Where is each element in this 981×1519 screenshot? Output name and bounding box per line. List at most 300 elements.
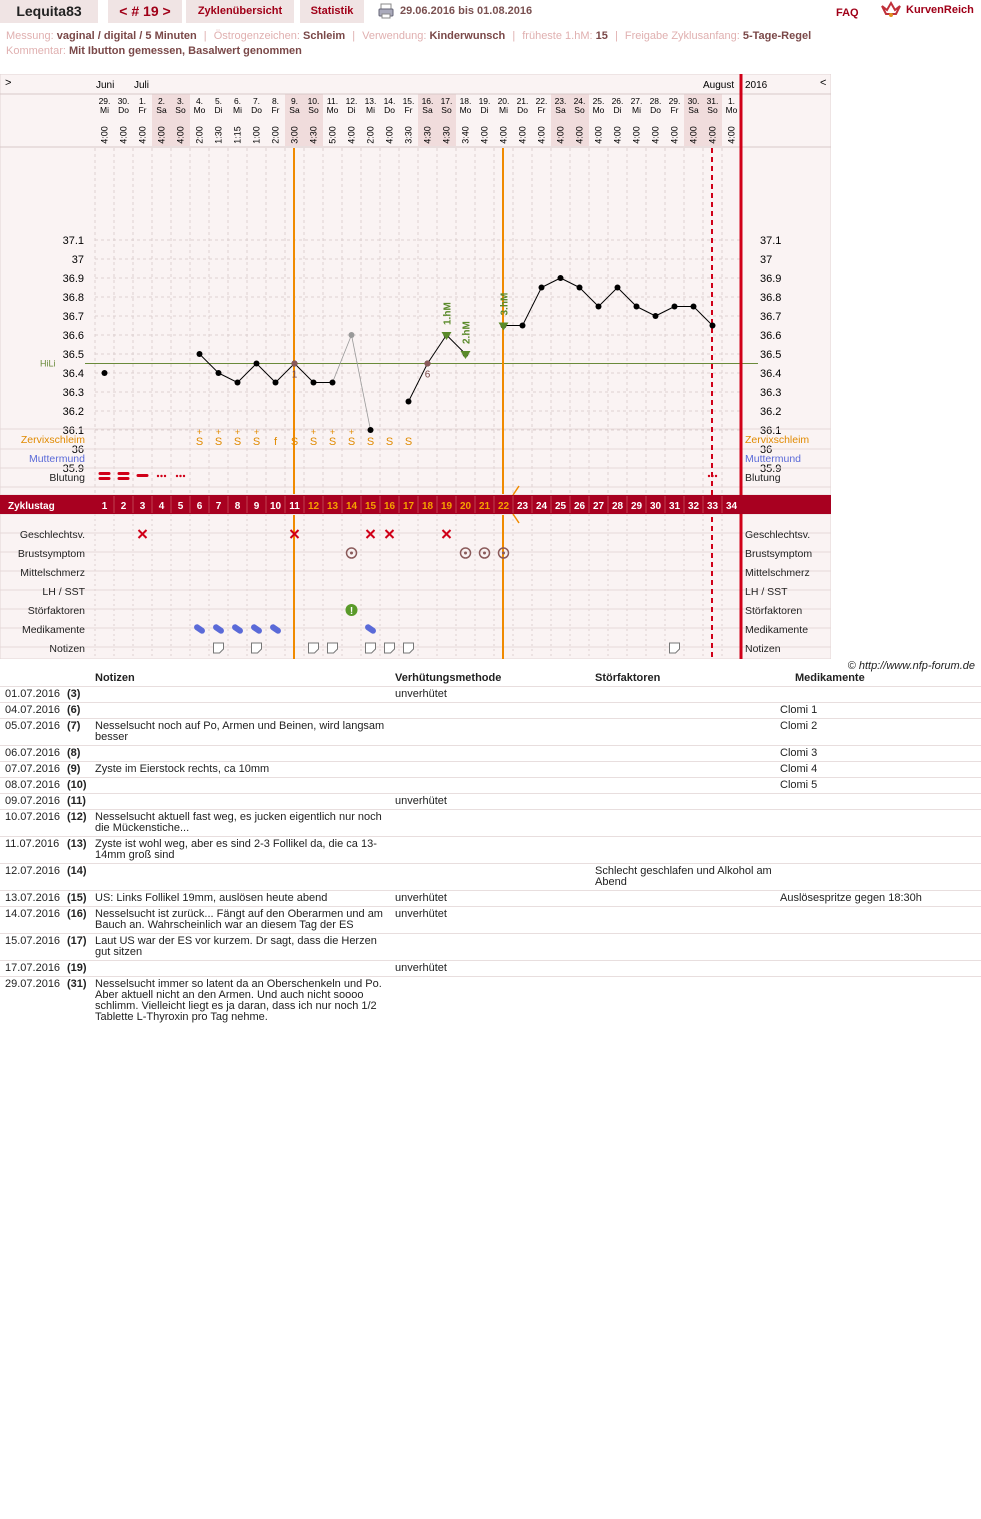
temperature-point	[330, 380, 336, 386]
weekday-label: Fr	[404, 105, 413, 115]
notes-row	[0, 933, 981, 961]
y-tick-label: 36.9	[62, 273, 84, 285]
bleeding-heavy	[118, 472, 130, 475]
temperature-point	[691, 304, 697, 310]
bleeding-spotting	[164, 475, 166, 477]
notes-row	[0, 976, 981, 1026]
date-label: 17.	[440, 96, 453, 106]
cycle-day-number: 27	[592, 501, 605, 512]
cycle-day-number: 29	[630, 501, 643, 512]
y-tick-label: 36.7	[62, 311, 84, 323]
cycle-day-number: 30	[649, 501, 662, 512]
row-date: 12.07.2016	[5, 865, 61, 877]
date-label: 19.	[478, 96, 491, 106]
row-date: 08.07.2016	[5, 779, 61, 791]
weekday-label: Do	[384, 105, 395, 115]
row-cycle-day: (15)	[67, 892, 87, 904]
row-medication: Clomi 1	[780, 704, 818, 716]
nav-right-arrow[interactable]: <	[820, 77, 827, 89]
row-note: Laut US war der ES vor kurzem. Dr sagt, dass die Herzen gut sitzen	[95, 935, 377, 958]
y-tick-label-right: 36.6	[760, 330, 782, 342]
row-note: Zyste im Eierstock rechts, ca 10mm	[95, 763, 270, 775]
y-tick-label: 36.3	[62, 387, 84, 399]
low-marker-label: 1	[291, 369, 298, 381]
weekday-label: Sa	[422, 105, 433, 115]
tab-statistics[interactable]: Statistik	[300, 0, 364, 23]
notiz-label-right: Notizen	[745, 643, 781, 655]
row-cycle-day: (13)	[67, 838, 87, 850]
zervix-plus: +	[234, 427, 241, 437]
month-label: Juli	[134, 80, 150, 91]
disturbance-icon: !	[349, 606, 354, 617]
row-date: 10.07.2016	[5, 811, 61, 823]
temperature-point	[539, 285, 545, 291]
time-label: 2:00	[365, 126, 376, 144]
time-label: 2:00	[194, 126, 205, 144]
date-label: 21.	[516, 96, 529, 106]
row-note: US: Links Follikel 19mm, auslösen heute abend	[95, 892, 328, 904]
cycle-navigator[interactable]: < # 19 >	[108, 0, 182, 23]
cycle-day-number: 16	[383, 501, 396, 512]
notes-row	[0, 745, 981, 762]
notiz-label: Notizen	[49, 643, 85, 655]
date-range: 29.06.2016 bis 01.08.2016	[400, 5, 533, 17]
month-label: Juni	[96, 80, 115, 91]
date-label: 6.	[233, 96, 242, 106]
weekday-label: Sa	[688, 105, 699, 115]
time-label: 3:40	[460, 126, 471, 144]
y-tick-label-right: 36.1	[760, 425, 782, 437]
logo-text: KurvenReich	[906, 4, 974, 16]
row-cycle-day: (14)	[67, 865, 87, 877]
date-label: 15.	[402, 96, 415, 106]
cycle-day-number: 15	[364, 501, 377, 512]
date-label: 30.	[117, 96, 130, 106]
row-note: Nesselsucht noch auf Po, Armen und Beinen, wird langsam besser	[95, 720, 385, 743]
weekday-label: Do	[517, 105, 528, 115]
earliest-value: 15	[595, 30, 608, 42]
zervix-symbol: S	[309, 436, 318, 448]
cycle-day-number: 32	[687, 501, 700, 512]
year-label: 2016	[745, 80, 768, 91]
low-marker	[425, 361, 431, 367]
weekday-label: Do	[251, 105, 262, 115]
date-label: 20.	[497, 96, 510, 106]
time-label: 4:00	[726, 126, 737, 144]
low-marker	[292, 361, 298, 367]
date-label: 5.	[214, 96, 223, 106]
row-cycle-day: (9)	[67, 763, 81, 775]
row-date: 15.07.2016	[5, 935, 61, 947]
cycle-comment-line	[6, 45, 302, 57]
estrogen-label: Östrogenzeichen:	[213, 30, 300, 42]
cycle-chart	[0, 74, 831, 659]
y-tick-label-right: 36.7	[760, 311, 782, 323]
bleeding-heavy	[99, 477, 111, 480]
notes-row	[0, 960, 981, 977]
date-label: 27.	[630, 96, 643, 106]
bleeding-spotting	[176, 475, 178, 477]
y-tick-label: 36.5	[62, 349, 84, 361]
time-label: 4:00	[346, 126, 357, 144]
bleeding-spotting	[160, 475, 162, 477]
y-tick-label: 35.9	[62, 463, 84, 475]
weekday-label: Di	[214, 105, 223, 115]
weekday-label: Mi	[233, 105, 242, 115]
cycle-day-number: 14	[345, 501, 358, 512]
weekday-label: So	[441, 105, 452, 115]
row-method: unverhütet	[395, 908, 447, 920]
comment-label: Kommentar:	[6, 45, 66, 57]
temperature-point	[102, 370, 108, 376]
weekday-label: Sa	[555, 105, 566, 115]
bleeding-spotting	[179, 475, 181, 477]
cycle-day-label: Zyklustag	[8, 501, 55, 512]
breast-symptom-icon	[483, 552, 486, 555]
cycle-day-number: 8	[234, 501, 241, 512]
weekday-label: Sa	[156, 105, 167, 115]
row-date: 04.07.2016	[5, 704, 61, 716]
bleeding-medium	[137, 474, 149, 477]
date-label: 1.	[727, 96, 736, 106]
date-label: 31.	[706, 96, 719, 106]
top-bar	[0, 0, 981, 24]
low-marker-label: 6	[424, 369, 431, 381]
temperature-point	[406, 399, 412, 405]
date-label: 23.	[554, 96, 567, 106]
row-cycle-day: (19)	[67, 962, 87, 974]
y-tick-label: 36.4	[62, 368, 84, 380]
temperature-point	[349, 332, 355, 338]
row-date: 06.07.2016	[5, 747, 61, 759]
temperature-point	[254, 361, 260, 367]
row-note: Nesselsucht ist zurück... Fängt auf den Oberarmen und am Bauch an. Wahrscheinlich war an diesem Tag der ES	[95, 908, 383, 931]
gv-label: Geschlechtsv.	[19, 529, 85, 541]
weekday-label: Mo	[326, 105, 339, 115]
zervix-symbol: S	[385, 436, 394, 448]
bleeding-spotting	[708, 475, 710, 477]
notes-row	[0, 906, 981, 934]
row-cycle-day: (8)	[67, 747, 81, 759]
date-label: 14.	[383, 96, 396, 106]
row-cycle-day: (11)	[67, 795, 86, 807]
date-label: 3.	[176, 96, 185, 106]
date-label: 16.	[421, 96, 434, 106]
cycle-day-number: 3	[139, 501, 146, 512]
date-label: 29.	[98, 96, 111, 106]
estrogen-value: Schleim	[303, 30, 346, 42]
nav-left-arrow[interactable]: >	[5, 77, 12, 89]
time-label: 4:00	[99, 126, 110, 144]
notes-row	[0, 793, 981, 810]
date-label: 8.	[271, 96, 280, 106]
cycle-day-number: 12	[307, 501, 320, 512]
row-note: Nesselsucht immer so latent da an Oberschenkeln und Po. Aber aktuell nicht an den Armen. Und auch nicht soooo schlimm. Vielleicht liegt es ja daran, dass ich nur noch 1/2 Tablette L-Thyroxin pro Tag nehme.	[95, 978, 382, 1023]
row-medication: Clomi 3	[780, 747, 818, 759]
y-tick-label: 36.8	[62, 292, 84, 304]
temperature-point	[596, 304, 602, 310]
time-label: 4:00	[669, 126, 680, 144]
date-label: 13.	[364, 96, 377, 106]
copyright: © http://www.nfp-forum.de	[847, 660, 975, 672]
release-value: 5-Tage-Regel	[742, 30, 812, 42]
row-date: 29.07.2016	[5, 978, 61, 990]
zervix-plus: +	[253, 427, 260, 437]
zervix-plus: +	[348, 427, 355, 437]
time-label: 4:00	[631, 126, 642, 144]
cycle-day-number: 7	[215, 501, 222, 512]
temperature-point	[634, 304, 640, 310]
row-method: unverhütet	[395, 892, 447, 904]
weekday-label: Fr	[537, 105, 546, 115]
y-tick-label: 36.6	[62, 330, 84, 342]
weekday-label: Di	[480, 105, 489, 115]
row-note: Nesselsucht aktuell fast weg, es jucken eigentlich nur noch die Mückenstiche...	[95, 811, 382, 834]
row-date: 13.07.2016	[5, 892, 61, 904]
temperature-point	[672, 304, 678, 310]
weekday-label: Mi	[499, 105, 508, 115]
breast-symptom-icon	[502, 552, 505, 555]
date-label: 12.	[345, 96, 358, 106]
time-label: 4:00	[574, 126, 585, 144]
cycle-day-number: 6	[196, 501, 203, 512]
date-label: 2.	[157, 96, 166, 106]
date-label: 22.	[535, 96, 548, 106]
month-label: August	[703, 80, 735, 91]
time-label: 4:00	[536, 126, 547, 144]
cycle-day-number: 13	[326, 501, 339, 512]
notes-row	[0, 718, 981, 746]
weekday-label: Do	[650, 105, 661, 115]
y-tick-label: 36.1	[62, 425, 84, 437]
temperature-point	[216, 370, 222, 376]
zervix-plus: +	[329, 427, 336, 437]
temperature-point	[710, 323, 716, 329]
zervix-symbol: S	[195, 436, 204, 448]
zervix-label: Zervixschleim	[20, 434, 85, 446]
date-label: 10.	[307, 96, 320, 106]
cycle-day-number: 22	[497, 501, 510, 512]
cycle-day-number: 19	[440, 501, 453, 512]
stoer-label: Störfaktoren	[27, 605, 85, 617]
row-method: unverhütet	[395, 795, 447, 807]
temperature-point	[577, 285, 583, 291]
zervix-symbol: S	[252, 436, 261, 448]
temperature-point	[653, 313, 659, 319]
weekday-label: Fr	[138, 105, 147, 115]
weekday-label: Mi	[366, 105, 375, 115]
bleeding-heavy	[99, 472, 111, 475]
date-label: 28.	[649, 96, 662, 106]
notes-header: Notizen	[95, 672, 135, 684]
row-medication: Clomi 4	[780, 763, 818, 775]
y-tick-label: 37	[71, 254, 84, 266]
cycle-day-number: 18	[421, 501, 434, 512]
time-label: 4:00	[650, 126, 661, 144]
date-label: 26.	[611, 96, 624, 106]
disturb-header: Störfaktoren	[595, 672, 661, 684]
blutung-label-right: Blutung	[745, 472, 781, 484]
muttermund-label: Muttermund	[28, 453, 85, 465]
row-method: unverhütet	[395, 962, 447, 974]
date-label: 9.	[290, 96, 299, 106]
row-cycle-day: (7)	[67, 720, 81, 732]
time-label: 4:00	[612, 126, 623, 144]
lh-label-right: LH / SST	[745, 586, 788, 598]
date-label: 11.	[326, 96, 339, 106]
cycle-day-number: 4	[158, 501, 165, 512]
temperature-point	[520, 323, 526, 329]
cycle-day-number: 17	[402, 501, 415, 512]
date-label: 7.	[252, 96, 261, 106]
zervix-symbol: f	[273, 436, 278, 448]
row-disturbance: Schlecht geschlafen und Alkohol am Abend	[595, 865, 772, 888]
temperature-point	[615, 285, 621, 291]
date-label: 4.	[195, 96, 204, 106]
zervix-symbol: S	[347, 436, 356, 448]
y-tick-label-right: 37	[760, 254, 773, 266]
breast-symptom-icon	[464, 552, 467, 555]
row-cycle-day: (17)	[67, 935, 87, 947]
weekday-label: Mo	[592, 105, 605, 115]
blutung-label: Blutung	[49, 472, 85, 484]
measurement-value: vaginal / digital / 5 Minuten	[56, 30, 197, 42]
time-label: 3:30	[403, 126, 414, 144]
row-cycle-day: (12)	[67, 811, 87, 823]
time-label: 4:00	[555, 126, 566, 144]
brust-label-right: Brustsymptom	[745, 548, 813, 560]
username[interactable]: Lequita83	[0, 0, 98, 23]
cycle-day-number: 10	[269, 501, 282, 512]
y-tick-label-right: 35.9	[760, 463, 782, 475]
time-label: 4:00	[175, 126, 186, 144]
y-tick-label-right: 36.4	[760, 368, 782, 380]
hili-label: HiLi	[40, 358, 56, 369]
med-label: Medikamente	[21, 624, 85, 636]
y-tick-label-right: 36.5	[760, 349, 782, 361]
row-date: 17.07.2016	[5, 962, 61, 974]
cycle-day-number: 33	[706, 501, 719, 512]
print-icon[interactable]	[378, 3, 394, 19]
usage-value: Kinderwunsch	[429, 30, 506, 42]
date-label: 29.	[668, 96, 681, 106]
row-cycle-day: (3)	[67, 688, 81, 700]
weekday-label: Mo	[193, 105, 206, 115]
earliest-label: früheste 1.hM:	[522, 30, 593, 42]
weekday-label: Sa	[289, 105, 300, 115]
weekday-label: So	[308, 105, 319, 115]
date-label: 25.	[592, 96, 605, 106]
zervix-symbol: S	[366, 436, 375, 448]
zervix-symbol: S	[328, 436, 337, 448]
time-label: 4:30	[441, 126, 452, 144]
zervix-plus: +	[310, 427, 317, 437]
date-label: 18.	[459, 96, 472, 106]
notes-row	[0, 761, 981, 778]
zervix-symbol: S	[290, 436, 299, 448]
high-marker-label: 2.hM	[461, 321, 473, 344]
bleeding-spotting	[715, 475, 717, 477]
method-header: Verhütungsmethode	[395, 672, 502, 684]
y-tick-label: 36.2	[62, 406, 84, 418]
breast-symptom-icon	[350, 552, 353, 555]
cycle-day-number: 1	[101, 501, 108, 512]
y-tick-label: 36	[71, 444, 84, 456]
high-marker-label: 1.hM	[442, 302, 454, 325]
zervix-plus: +	[215, 427, 222, 437]
row-medication: Auslösespritze gegen 18:30h	[780, 892, 922, 904]
y-tick-label-right: 36.9	[760, 273, 782, 285]
cycle-day-number: 20	[459, 501, 472, 512]
cycle-meta-line: Messung: vaginal / digital / 5 Minuten | Östrogenzeichen: Schleim | Verwendung: Kinderwunsch | früheste 1.hM: 15 | Freigabe Zyklusanfang: 5-Tage-Regel	[6, 30, 812, 42]
weekday-label: So	[175, 105, 186, 115]
cycle-day-number: 11	[289, 501, 300, 512]
weekday-label: Mo	[725, 105, 738, 115]
cycle-day-number: 5	[177, 501, 184, 512]
time-label: 4:00	[593, 126, 604, 144]
row-date: 05.07.2016	[5, 720, 61, 732]
time-label: 4:00	[156, 126, 167, 144]
date-label: 1.	[138, 96, 147, 106]
notes-row	[0, 777, 981, 794]
bleeding-spotting	[157, 475, 159, 477]
high-marker-label: 3.hM	[499, 292, 511, 316]
gv-label-right: Geschlechtsv.	[745, 529, 811, 541]
weekday-label: So	[707, 105, 718, 115]
weekday-label: Fr	[670, 105, 679, 115]
time-label: 4:30	[422, 126, 433, 144]
bleeding-spotting	[711, 475, 713, 477]
y-tick-label-right: 37.1	[760, 235, 782, 247]
bleeding-spotting	[183, 475, 185, 477]
row-note: Zyste ist wohl weg, aber es sind 2-3 Follikel da, die ca 13-14mm groß sind	[95, 838, 377, 861]
time-label: 4:00	[498, 126, 509, 144]
row-medication: Clomi 5	[780, 779, 818, 791]
y-tick-label-right: 36	[760, 444, 773, 456]
faq-link[interactable]: FAQ	[836, 7, 859, 19]
row-date: 09.07.2016	[5, 795, 61, 807]
time-label: 1:15	[232, 126, 243, 144]
cycle-day-number: 25	[554, 501, 567, 512]
mittel-label-right: Mittelschmerz	[745, 567, 810, 579]
crown-icon	[880, 0, 902, 18]
y-tick-label-right: 36.8	[760, 292, 782, 304]
cycle-day-number: 24	[535, 501, 548, 512]
weekday-label: Fr	[271, 105, 280, 115]
row-date: 14.07.2016	[5, 908, 61, 920]
temperature-point	[558, 275, 564, 281]
cycle-day-number: 28	[611, 501, 624, 512]
y-tick-label-right: 36.3	[760, 387, 782, 399]
notes-row	[0, 836, 981, 864]
time-label: 4:00	[137, 126, 148, 144]
date-label: 24.	[573, 96, 586, 106]
row-cycle-day: (16)	[67, 908, 87, 920]
row-date: 11.07.2016	[5, 838, 60, 850]
time-label: 1:00	[251, 126, 262, 144]
cycle-day-number: 9	[253, 501, 260, 512]
zervix-label-right: Zervixschleim	[745, 434, 810, 446]
tab-cycle-overview[interactable]: Zyklenübersicht	[186, 0, 294, 23]
cycle-day-number: 2	[120, 501, 127, 512]
cycle-day-number: 23	[516, 501, 529, 512]
zervix-symbol: S	[404, 436, 413, 448]
med-label-right: Medikamente	[745, 624, 809, 636]
lh-label: LH / SST	[42, 586, 85, 598]
weekday-label: Mi	[632, 105, 641, 115]
kurvenreich-logo[interactable]	[880, 0, 980, 23]
time-label: 4:00	[384, 126, 395, 144]
